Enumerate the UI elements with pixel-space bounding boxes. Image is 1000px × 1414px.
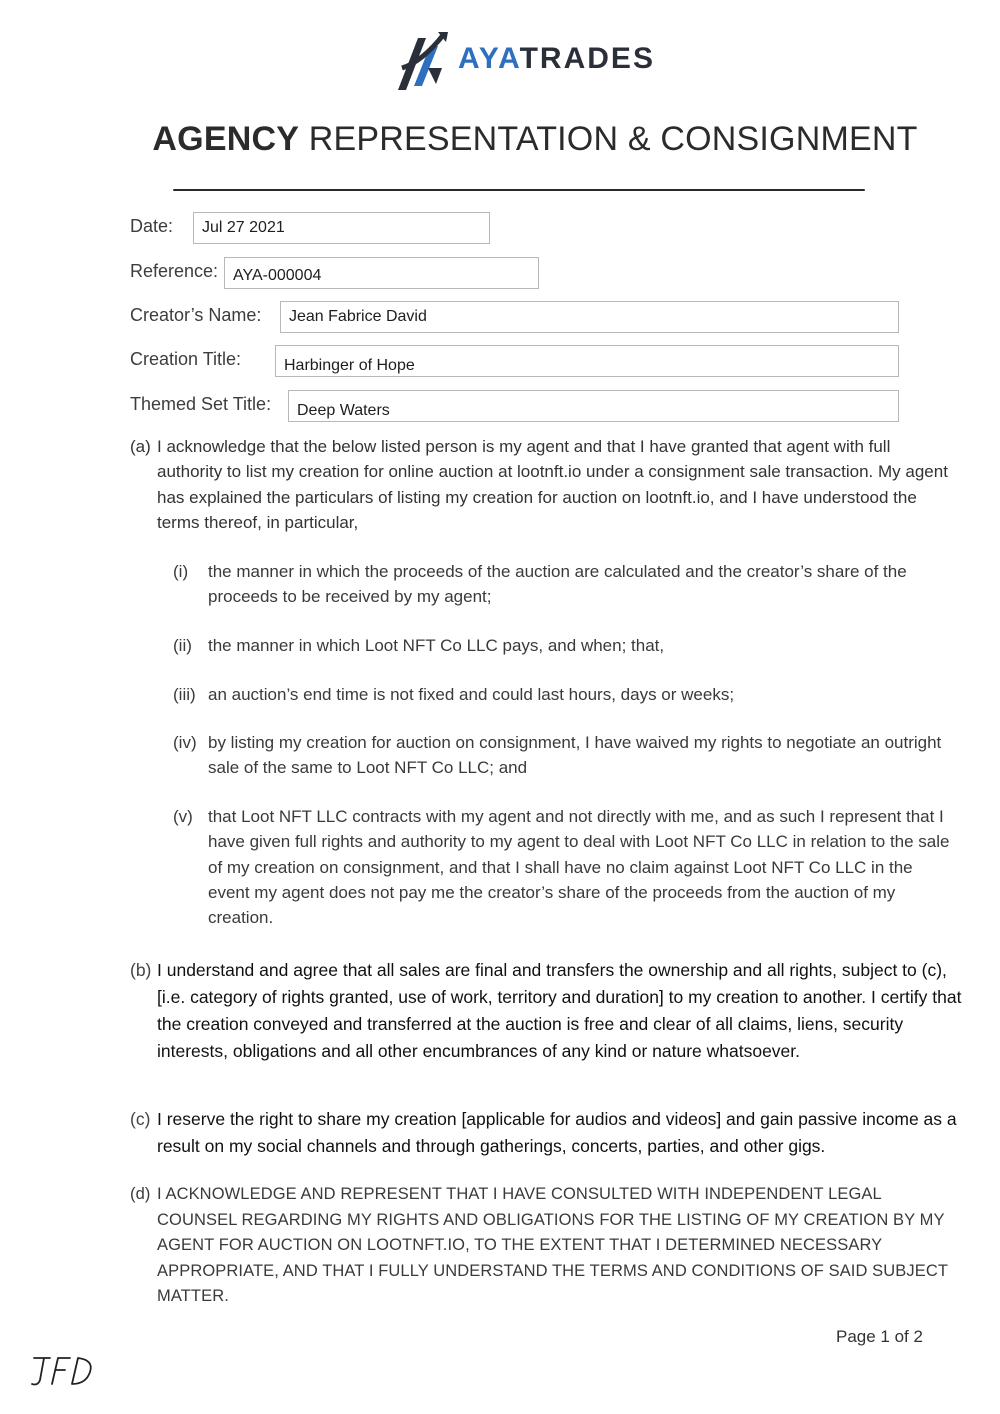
- signature-initials: [28, 1352, 98, 1397]
- brand-name: [458, 42, 655, 76]
- document-title-bold: AGENCY: [152, 120, 300, 158]
- item-number: (v): [173, 807, 193, 826]
- item-number: (ii): [173, 636, 192, 655]
- brand-name-part1: AYA: [458, 42, 520, 75]
- creation-title-label: Creation Title:: [130, 349, 242, 369]
- brand-logo: [392, 28, 662, 96]
- document-title: [0, 120, 1000, 159]
- clause-d-tag: (d): [130, 1185, 151, 1203]
- item-number: (i): [173, 562, 189, 581]
- clause-a-tag: (a): [130, 437, 151, 456]
- clause-b: [130, 957, 970, 1065]
- clause-b-tag: (b): [130, 960, 152, 980]
- clause-b-text: I understand and agree that all sales are final and transfers the ownership and all rights, subject to (c), [i.e. category of rights granted, use of work, territory and duration] to my creation to another. I certify that the creation conveyed and transferred at the auction is free and clear of all claims, liens, security interests, obligations and all other encumbrances of any kind or nature whatsoever.: [157, 960, 962, 1061]
- clause-a-item-v: [173, 804, 953, 932]
- clause-d-text: I ACKNOWLEDGE AND REPRESENT THAT I HAVE CONSULTED WITH INDEPENDENT LEGAL COUNSEL REGARDING MY RIGHTS AND OBLIGATIONS FOR THE LISTING OF MY CREATION BY MY AGENT FOR AUCTION ON LOOTNFT.IO, TO THE EXTENT THAT I DETERMINED NECESSARY APPROPRIATE, AND THAT I FULLY UNDERSTAND THE TERMS AND CONDITIONS OF SAID SUBJECT MATTER.: [157, 1185, 948, 1305]
- clause-a-item-iii: [173, 682, 953, 708]
- page-number: Page 1 of 2: [836, 1327, 923, 1346]
- date-label: Date:: [130, 216, 174, 236]
- item-text: by listing my creation for auction on consignment, I have waived my rights to negotiate an outright sale of the same to Loot NFT Co LLC; and: [208, 733, 942, 778]
- clause-d: [130, 1182, 950, 1310]
- clause-a: [130, 434, 950, 535]
- item-number: (iii): [173, 685, 196, 704]
- clause-c-text: I reserve the right to share my creation [applicable for audios and videos] and gain passive income as a result on my social channels and through gatherings, concerts, parties, and other gigs.: [157, 1109, 957, 1156]
- ayatrades-logo-icon: [392, 28, 452, 96]
- creator-name-field: Jean Fabrice David: [280, 301, 899, 333]
- clause-c-tag: (c): [130, 1109, 151, 1129]
- item-text: an auction’s end time is not fixed and could last hours, days or weeks;: [208, 685, 735, 704]
- title-divider: [173, 189, 865, 191]
- themed-set-title-field: Deep Waters: [288, 390, 899, 422]
- item-number: (iv): [173, 733, 197, 752]
- clause-a-text: [130, 434, 950, 535]
- clause-a-item-ii: [173, 633, 953, 659]
- creation-title-field: Harbinger of Hope: [275, 345, 899, 377]
- clause-a-item-i: [173, 559, 953, 611]
- item-text: the manner in which Loot NFT Co LLC pays, and when; that,: [208, 636, 665, 655]
- item-text: the manner in which the proceeds of the auction are calculated and the creator’s share of the proceeds to be received by my agent;: [208, 562, 907, 607]
- brand-name-part2: TRADES: [519, 42, 655, 75]
- reference-field: AYA-000004: [224, 257, 539, 289]
- handwritten-initials-icon: [28, 1352, 98, 1392]
- reference-label: Reference:: [130, 261, 219, 281]
- clause-a-body: I acknowledge that the below listed person is my agent and that I have granted that agent with full authority to list my creation for online auction at lootnft.io under a consignment sale transaction. My agent has explained the particulars of listing my creation for auction on lootnft.io, and I have understood the terms thereof, in particular,: [157, 437, 948, 532]
- creator-name-label: Creator’s Name:: [130, 305, 262, 325]
- clause-c: [130, 1106, 970, 1160]
- document-title-rest: REPRESENTATION & CONSIGNMENT: [299, 120, 918, 158]
- clause-a-item-iv: [173, 730, 953, 782]
- item-text: that Loot NFT LLC contracts with my agent and not directly with me, and as such I represent that I have given full rights and authority to my agent to deal with Loot NFT Co LLC in relation to the sale of my creation on consignment, and that I shall have no claim against Loot NFT Co LLC in the event my agent does not pay me the creator’s share of the proceeds from the auction of my creation.: [208, 807, 950, 928]
- themed-set-title-label: Themed Set Title:: [130, 394, 272, 414]
- date-field: Jul 27 2021: [193, 212, 490, 244]
